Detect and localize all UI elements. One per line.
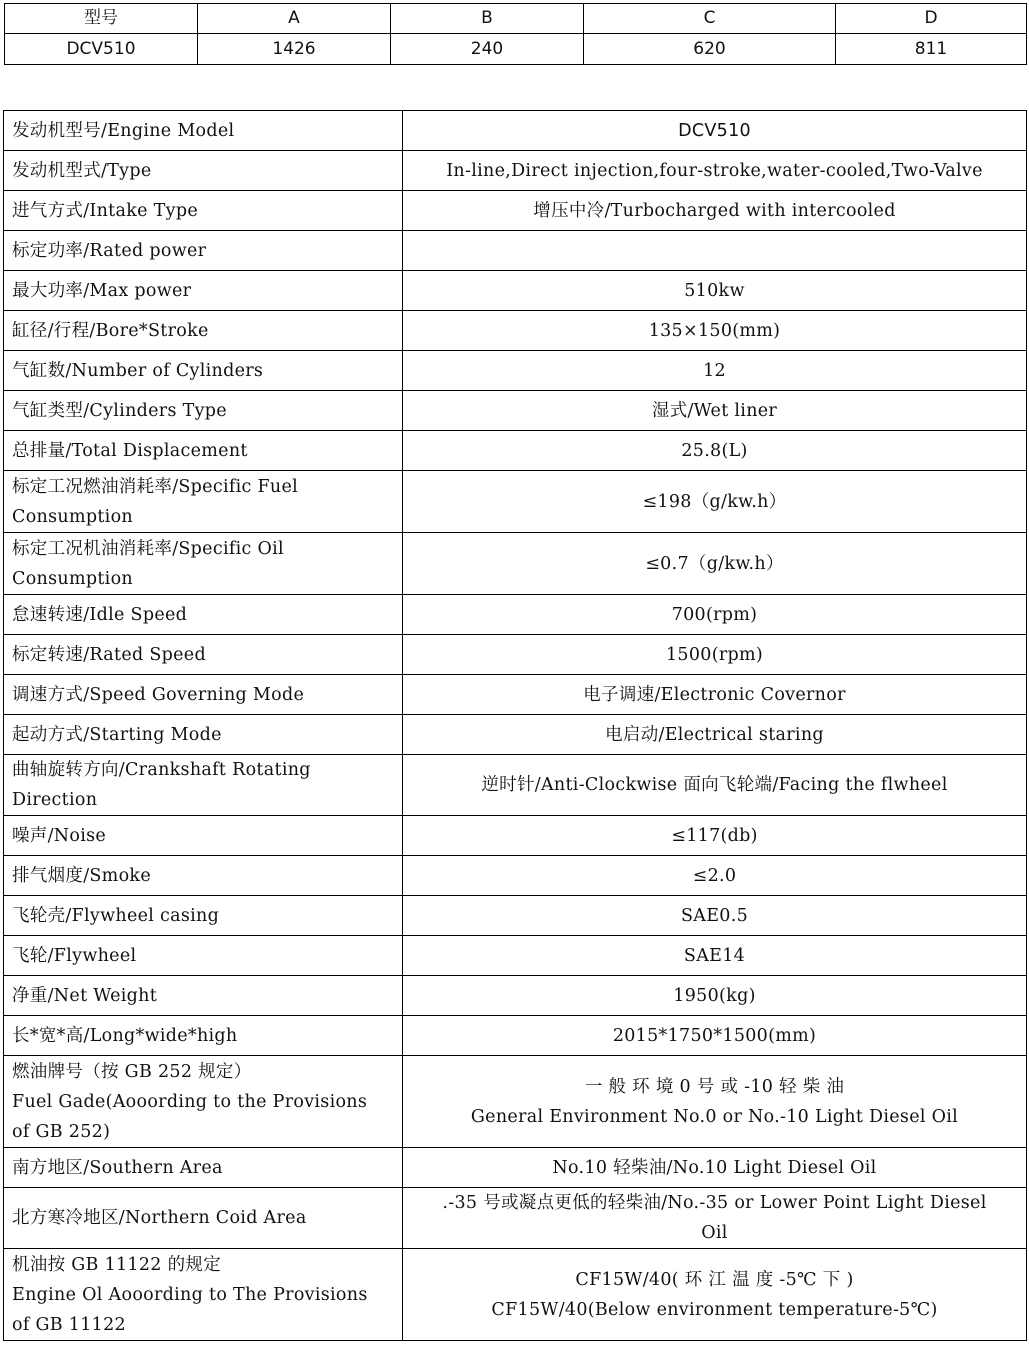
spec-row [4,471,1027,533]
spec-label-line: 发动机型式/Type [12,160,152,181]
spec-value-line: 电子调速/Electronic Covernor [583,684,846,705]
spec-label-line: Fuel Gade(Aooording to the Provisions [12,1091,368,1112]
spec-label-line: 南方地区/Southern Area [12,1157,223,1178]
spec-label [4,595,403,635]
spec-value [403,151,1027,191]
spec-value [403,271,1027,311]
spec-row [4,431,1027,471]
spec-value [403,431,1027,471]
spec-label-line: Consumption [12,506,133,527]
cell-c: 620 [584,34,836,65]
spec-value [403,816,1027,856]
spec-label-line: 曲轴旋转方向/Crankshaft Rotating [12,760,311,780]
spec-label-line: 缸径/行程/Bore*Stroke [12,320,209,341]
spec-label [4,635,403,675]
spec-label-line: 标定工况机油消耗率/Specific Oil [12,538,284,559]
spec-label-line: of GB 11122 [12,1314,126,1335]
spec-value [403,1249,1027,1341]
spec-value-line: In-line,Direct injection,four-stroke,water-cooled,Two-Valve [446,160,983,181]
header-model: 型号 [5,4,198,34]
spec-label [4,675,403,715]
spec-row [4,271,1027,311]
spec-value-line: Oil [701,1223,728,1243]
spec-value [403,231,1027,271]
spec-label [4,351,403,391]
spec-row [4,936,1027,976]
spec-label [4,471,403,533]
spec-label [4,111,403,151]
spec-label-line: 净重/Net Weight [12,985,158,1006]
spec-label [4,533,403,595]
spec-label-line: Direction [12,790,98,810]
spec-value-line: 25.8(L) [681,440,748,461]
spec-value [403,351,1027,391]
spec-label [4,431,403,471]
spec-label-line: Engine Ol Aooording to The Provisions [12,1284,368,1305]
spec-value [403,635,1027,675]
spec-label [4,271,403,311]
cell-model: DCV510 [5,34,198,65]
spec-row [4,1188,1027,1249]
spec-row [4,191,1027,231]
spec-label [4,1249,403,1341]
spec-label [4,715,403,755]
spec-label [4,1056,403,1148]
spec-row [4,976,1027,1016]
header-a: A [198,4,391,34]
spec-value [403,311,1027,351]
spec-value-line: 湿式/Wet liner [651,400,778,421]
spec-label-line: 最大功率/Max power [12,280,192,301]
spec-label-line: 飞轮/Flywheel [12,945,137,966]
cell-b: 240 [391,34,584,65]
spec-label-line: 标定转速/Rated Speed [12,644,206,665]
spec-value-line: General Environment No.0 or No.-10 Light Diesel Oil [470,1106,959,1127]
header-c: C [584,4,836,34]
spec-row [4,715,1027,755]
spec-label [4,311,403,351]
spec-row [4,1148,1027,1188]
spec-label [4,755,403,816]
spec-label-line: 调速方式/Speed Governing Mode [12,684,305,705]
spec-value-line: 510kw [684,280,745,301]
spec-label [4,1188,403,1249]
spec-value-line: 逆时针/Anti-Clockwise 面向飞轮端/Facing the flwheel [481,775,948,795]
spec-value-line: CF15W/40(Below environment temperature-5℃) [491,1299,938,1320]
spec-value-line: ≤117(db) [671,825,758,846]
dimension-table [4,3,1027,65]
spec-row [4,896,1027,936]
spec-value [403,936,1027,976]
spec-label-line: 气缸数/Number of Cylinders [12,360,264,381]
spec-row [4,231,1027,271]
spec-row [4,816,1027,856]
spec-value-line: 2015*1750*1500(mm) [612,1025,817,1046]
spec-value-line: ≤0.7（g/kw.h） [645,553,784,574]
spec-label-line: 燃油牌号（按 GB 252 规定） [12,1061,252,1082]
spec-value-line: CF15W/40( 环 江 温 度 -5℃ 下 ) [575,1269,854,1290]
spec-label-line: 机油按 GB 11122 的规定 [12,1254,221,1275]
spec-value-line: ≤198（g/kw.h） [642,491,787,512]
spec-label [4,856,403,896]
spec-row [4,595,1027,635]
spec-label [4,896,403,936]
spec-value-line: .-35 号或凝点更低的轻柴油/No.-35 or Lower Point Light Diesel [442,1193,987,1213]
spec-value [403,533,1027,595]
spec-row [4,151,1027,191]
spec-row [4,856,1027,896]
spec-row [4,1016,1027,1056]
spec-value-line: 电启动/Electrical staring [605,724,824,745]
spec-label-line: 北方寒冷地区/Northern Coid Area [12,1208,307,1228]
spec-label-line: 标定功率/Rated power [12,240,207,261]
spec-label-line: 标定工况燃油消耗率/Specific Fuel [12,476,299,497]
spec-value [403,856,1027,896]
spec-value-line: DCV510 [678,120,751,141]
spec-label-line: 噪声/Noise [12,825,107,846]
cell-d: 811 [836,34,1027,65]
spec-value [403,391,1027,431]
spec-value-line: SAE0.5 [680,905,749,926]
spec-value-line: 135×150(mm) [648,320,781,341]
header-b: B [391,4,584,34]
header-d: D [836,4,1027,34]
spec-value [403,715,1027,755]
spec-value [403,595,1027,635]
spec-row [4,1249,1027,1341]
spec-row [4,635,1027,675]
spec-value-line: 700(rpm) [671,604,758,625]
spec-label-line: 气缸类型/Cylinders Type [12,400,227,421]
spec-label-line: 总排量/Total Displacement [12,440,248,461]
spec-value [403,471,1027,533]
spec-value-line: 增压中冷/Turbocharged with intercooled [533,200,896,221]
spec-label-line: 进气方式/Intake Type [12,200,198,221]
spec-value [403,1016,1027,1056]
spec-value-line: ≤2.0 [692,865,737,886]
spec-label [4,151,403,191]
spec-label [4,191,403,231]
spec-label-line: 发动机型号/Engine Model [12,120,235,141]
spec-label-line: 飞轮壳/Flywheel casing [12,905,220,926]
spec-row [4,391,1027,431]
spec-label-line: of GB 252) [12,1121,111,1142]
spec-label-line: 起动方式/Starting Mode [12,724,222,745]
dimension-header-row [5,4,1027,34]
spec-label-line: 长*宽*高/Long*wide*high [12,1025,238,1046]
spec-label [4,976,403,1016]
spec-value [403,755,1027,816]
spec-table [3,110,1027,1341]
spec-value [403,191,1027,231]
spec-row [4,533,1027,595]
spec-row [4,111,1027,151]
cell-a: 1426 [198,34,391,65]
spec-row [4,1056,1027,1148]
spec-label [4,391,403,431]
spec-row [4,755,1027,816]
spec-value-line: 一 般 环 境 0 号 或 -10 轻 柴 油 [584,1076,845,1097]
spec-label [4,936,403,976]
spec-value-line: 12 [703,360,726,381]
spec-row [4,311,1027,351]
spec-label-line: Consumption [12,568,133,589]
spec-row [4,675,1027,715]
spec-label [4,1148,403,1188]
spec-value-line: No.10 轻柴油/No.10 Light Diesel Oil [552,1157,877,1178]
spec-row [4,351,1027,391]
spec-value [403,1056,1027,1148]
spec-label-line: 排气烟度/Smoke [12,865,151,886]
spec-value [403,675,1027,715]
spec-label [4,231,403,271]
spec-label-line: 怠速转速/Idle Speed [12,604,188,625]
spec-value-line: SAE14 [683,945,746,966]
dimension-data-row [5,34,1027,65]
spec-value-line: 1950(kg) [673,985,756,1006]
spec-value [403,1148,1027,1188]
spec-value [403,976,1027,1016]
spec-label [4,1016,403,1056]
spec-label [4,816,403,856]
spec-value [403,896,1027,936]
spec-value-line: 1500(rpm) [665,644,764,665]
spec-value [403,111,1027,151]
spec-value [403,1188,1027,1249]
